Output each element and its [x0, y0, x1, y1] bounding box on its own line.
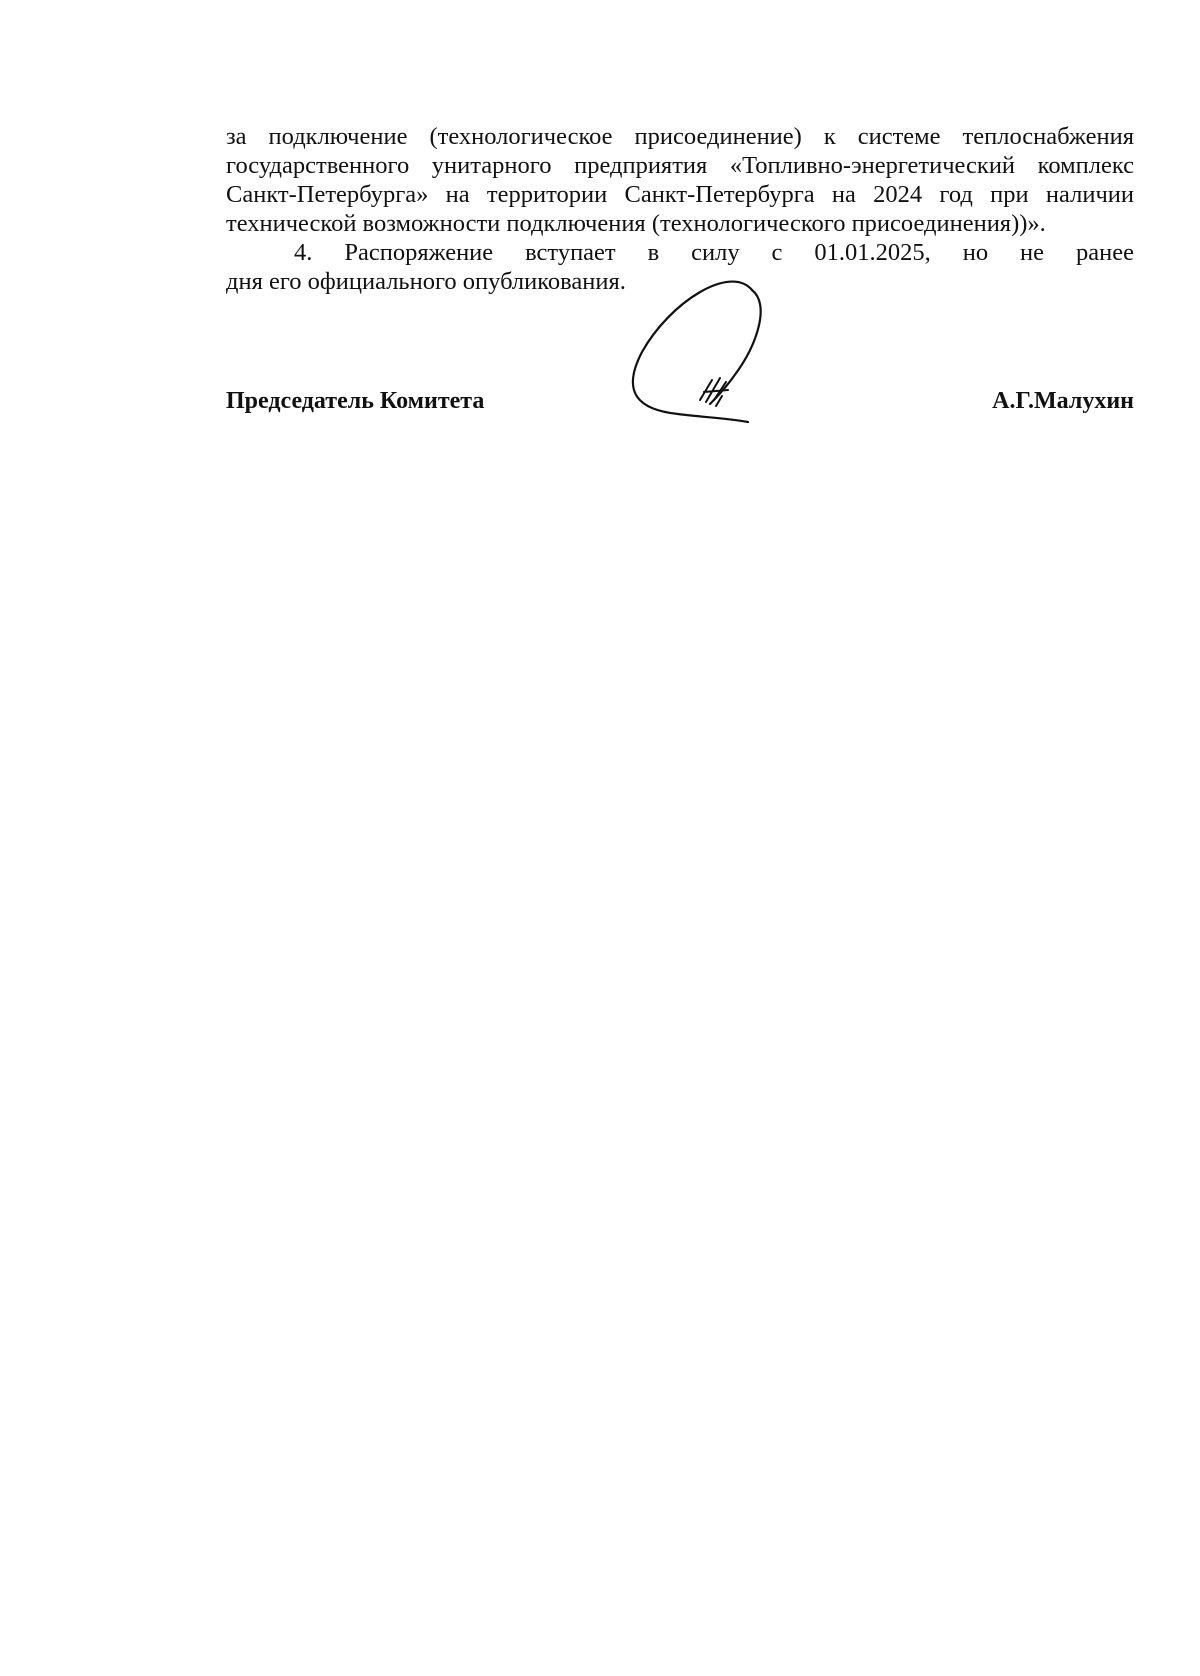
text-line: дня его официального опубликования. [226, 268, 626, 295]
text-line: технической возможности подключения (технологического присоединения))». [226, 210, 1046, 237]
signatory-position: Председатель Комитета [226, 388, 485, 414]
handwritten-signature-icon [630, 272, 800, 452]
text-line: Санкт-Петербурга» на территории Санкт-Петербурга на 2024 год при наличии [226, 181, 1134, 208]
document-body [226, 122, 1134, 296]
text-line: 4. Распоряжение вступает в силу с 01.01.2025, но не ранее [294, 239, 1134, 266]
paragraph-continued [226, 122, 1134, 238]
text-line: государственного унитарного предприятия «Топливно-энергетический комплекс [226, 152, 1134, 179]
text-line: за подключение (технологическое присоединение) к системе теплоснабжения [226, 123, 1134, 150]
signature-block [226, 388, 1134, 422]
signatory-name: А.Г.Малухин [992, 388, 1134, 414]
